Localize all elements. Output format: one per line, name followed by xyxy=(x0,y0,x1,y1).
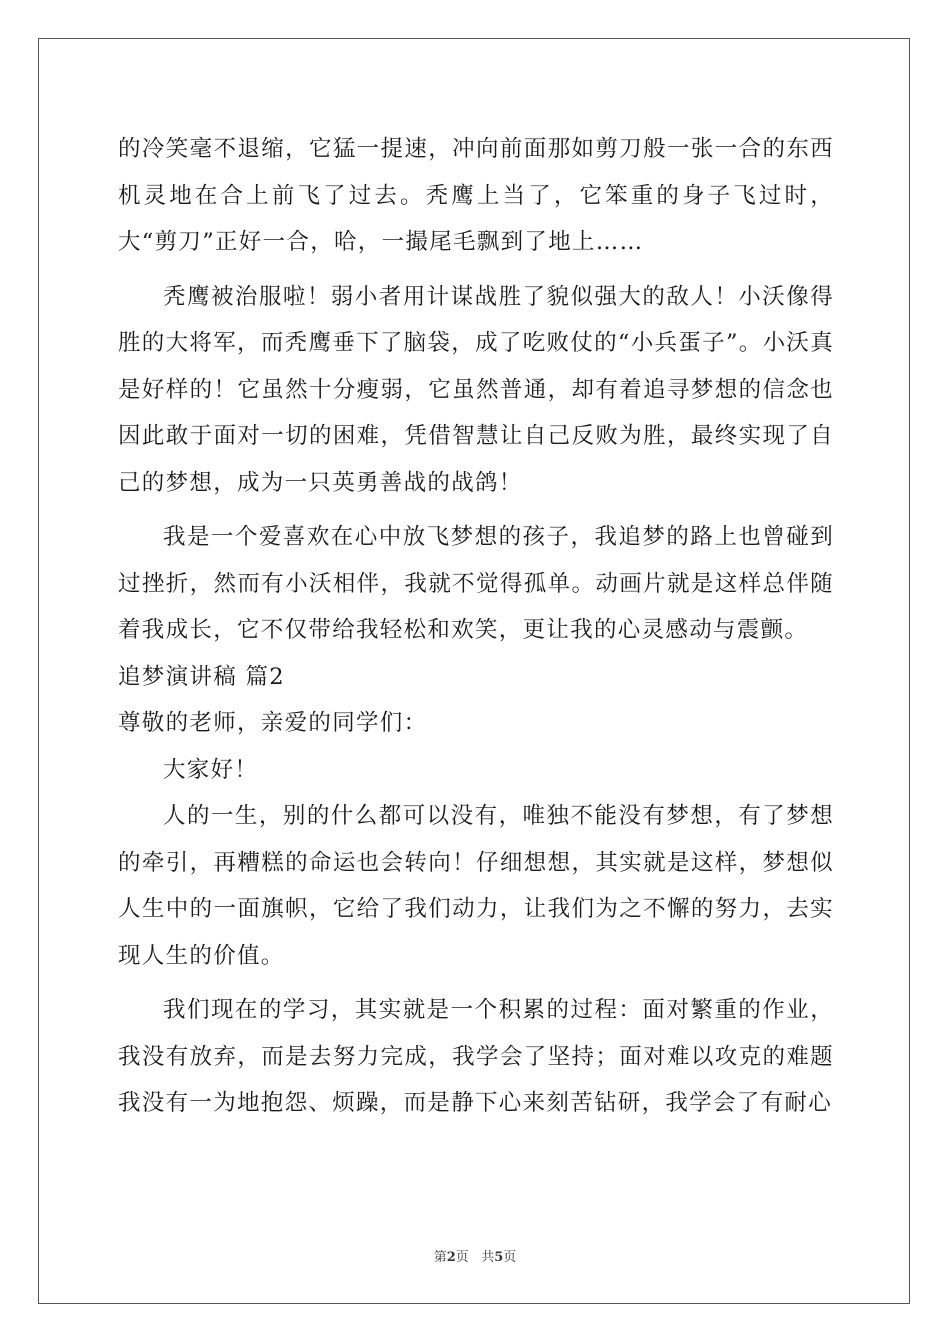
footer-total-prefix: 共 xyxy=(481,1250,495,1265)
paragraph-1: 的冷笑毫不退缩，它猛一提速，冲向前面那如剪刀般一张一合的东西机灵地在合上前飞了过去。秃鹰上当了，它笨重的身子飞过时，大“剪刀”正好一合，哈，一撮尾毛飘到了地上…… xyxy=(118,136,834,255)
footer-total-unit: 页 xyxy=(503,1250,517,1265)
footer-total-pages: 5 xyxy=(494,1250,504,1265)
section-title: 追梦演讲稿 篇2 xyxy=(118,663,285,690)
paragraph-3: 我是一个爱喜欢在心中放飞梦想的孩子，我追梦的路上也曾碰到过挫折，然而有小沃相伴，我就不觉得孤单。动画片就是这样总伴随着我成长，它不仅带给我轻松和欢笑，更让我的心灵感动与震颤。 xyxy=(118,524,834,643)
footer-prefix: 第 xyxy=(433,1250,447,1265)
salutation: 尊敬的老师，亲爱的同学们： xyxy=(118,710,428,736)
paragraph-5: 我们现在的学习，其实就是一个积累的过程：面对繁重的作业，我没有放弃，而是去努力完成，我学会了坚持；面对难以攻克的难题我没有一为地抱怨、烦躁，而是静下心来刻苦钻研，我学会了有耐心 xyxy=(118,997,834,1116)
paragraph-2: 秃鹰被治服啦！弱小者用计谋战胜了貌似强大的敌人！小沃像得胜的大将军，而秃鹰垂下了脑袋，成了吃败仗的“小兵蛋子”。小沃真是好样的！它虽然十分瘦弱，它虽然普通，却有着追寻梦想的信念也因此敢于面对一切的困难，凭借智慧让自己反败为胜，最终实现了自己的梦想，成为一只英勇善战的战鸽！ xyxy=(118,283,834,496)
greeting: 大家好！ xyxy=(163,756,259,783)
footer-page-number: 2 xyxy=(446,1250,456,1265)
paragraph-4: 人的一生，别的什么都可以没有，唯独不能没有梦想，有了梦想的牵引，再糟糕的命运也会转向！仔细想想，其实就是这样，梦想似人生中的一面旗帜，它给了我们动力，让我们为之不懈的努力，去实现人生的价值。 xyxy=(118,803,834,969)
footer-page-unit: 页 xyxy=(455,1250,469,1265)
page-footer xyxy=(0,1246,950,1265)
document-body xyxy=(118,126,834,1127)
